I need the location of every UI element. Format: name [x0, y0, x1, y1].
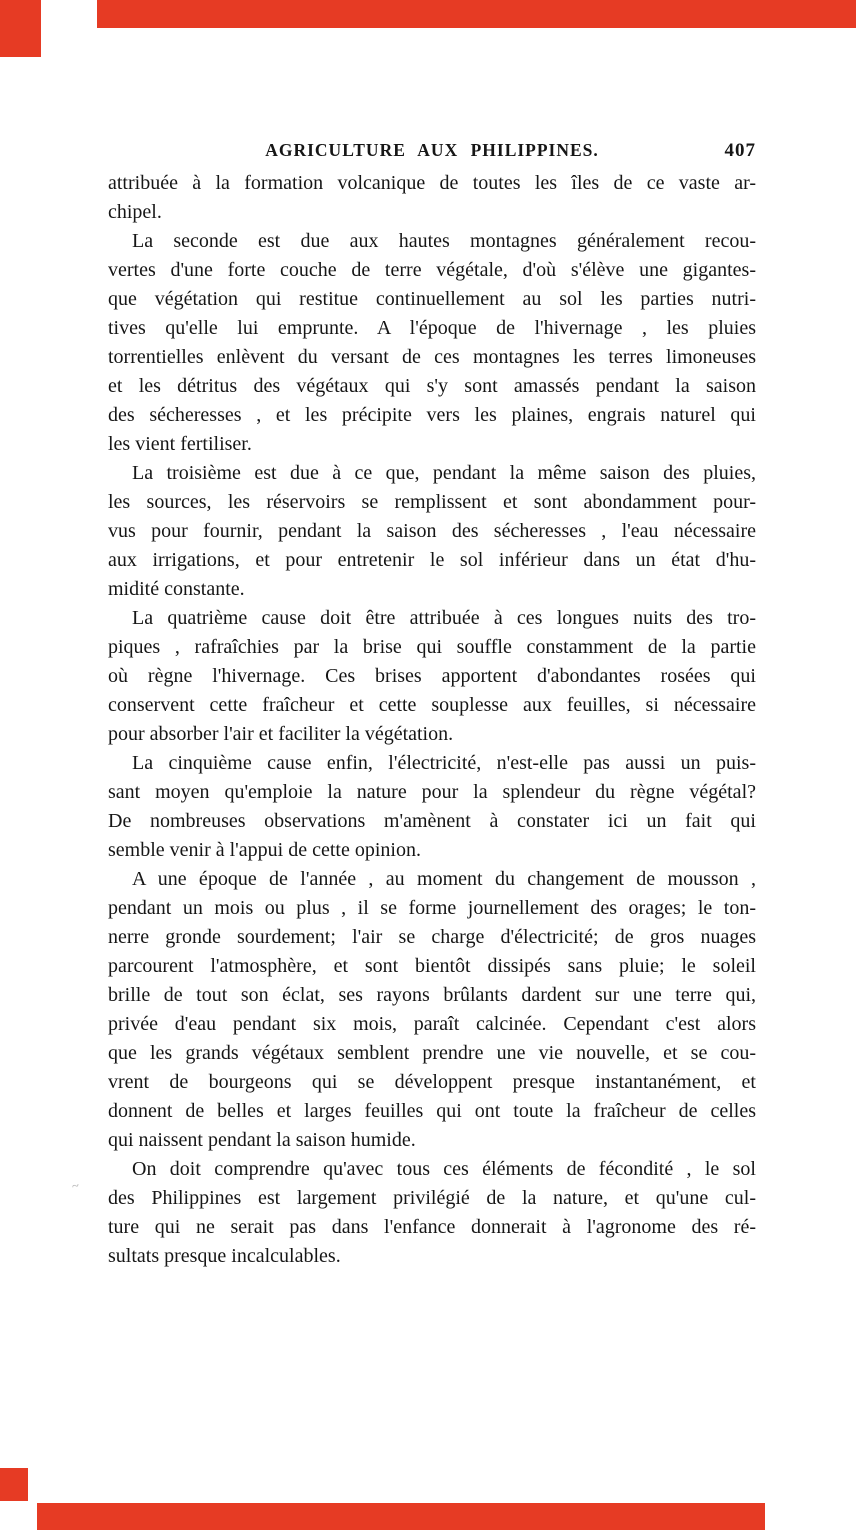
text-line: chipel. [108, 201, 162, 223]
text-line: attribuée à la formation volcanique de toutes les îles de ce vaste ar- [108, 172, 756, 194]
paragraph [108, 1155, 756, 1271]
redaction-bar-top [97, 0, 856, 28]
text-line: aux irrigations, et pour entretenir le sol inférieur dans un état d'hu- [108, 549, 756, 571]
text-line: midité constante. [108, 578, 245, 600]
text-line: des Philippines est largement privilégié de la nature, et qu'une cul- [108, 1187, 756, 1209]
text-line: nerre gronde sourdement; l'air se charge d'électricité; de gros nuages [108, 926, 756, 948]
text-line: les sources, les réservoirs se remplissent et sont abondamment pour- [108, 491, 756, 513]
text-line: piques , rafraîchies par la brise qui souffle constamment de la partie [108, 636, 756, 658]
text-line: La troisième est due à ce que, pendant la même saison des pluies, [132, 462, 756, 484]
text-line: vertes d'une forte couche de terre végétale, d'où s'élève une gigantes- [108, 259, 756, 281]
text-line: ture qui ne serait pas dans l'enfance donnerait à l'agronome des ré- [108, 1216, 756, 1238]
text-line: donnent de belles et larges feuilles qui ont toute la fraîcheur de celles [108, 1100, 756, 1122]
paragraph [108, 169, 756, 227]
text-line: parcourent l'atmosphère, et sont bientôt dissipés sans pluie; le soleil [108, 955, 756, 977]
text-line: brille de tout son éclat, ses rayons brûlants dardent sur une terre qui, [108, 984, 756, 1006]
paragraph [108, 227, 756, 459]
text-line: qui naissent pendant la saison humide. [108, 1129, 416, 1151]
text-line: semble venir à l'appui de cette opinion. [108, 839, 421, 861]
text-line: des sécheresses , et les précipite vers les plaines, engrais naturel qui [108, 404, 756, 426]
header-title: AGRICULTURE AUX PHILIPPINES. [265, 140, 599, 160]
text-line: que les grands végétaux semblent prendre une vie nouvelle, et se cou- [108, 1042, 756, 1064]
text-line: où règne l'hivernage. Ces brises apportent d'abondantes rosées qui [108, 665, 756, 687]
text-line: sant moyen qu'emploie la nature pour la splendeur du règne végétal? [108, 781, 756, 803]
text-line: vus pour fournir, pendant la saison des sécheresses , l'eau nécessaire [108, 520, 756, 542]
scan-speck: ~ [70, 1177, 81, 1194]
text-line: De nombreuses observations m'amènent à constater ici un fait qui [108, 810, 756, 832]
redaction-bar-bottom-left [0, 1468, 28, 1501]
text-line: A une époque de l'année , au moment du changement de mousson , [132, 868, 756, 890]
text-line: tives qu'elle lui emprunte. A l'époque de l'hivernage , les pluies [108, 317, 756, 339]
redaction-bar-top-left [0, 0, 41, 57]
text-line: les vient fertiliser. [108, 433, 252, 455]
redaction-bar-bottom [37, 1503, 765, 1530]
paragraph [108, 865, 756, 1155]
text-line: torrentielles enlèvent du versant de ces montagnes les terres limoneuses [108, 346, 756, 368]
text-line: que végétation qui restitue continuellement au sol les parties nutri- [108, 288, 756, 310]
text-line: sultats presque incalculables. [108, 1245, 341, 1267]
text-line: pour absorber l'air et faciliter la végétation. [108, 723, 454, 745]
text-block [108, 140, 756, 1271]
paragraph [108, 459, 756, 604]
text-line: La seconde est due aux hautes montagnes généralement recou- [132, 230, 756, 252]
text-line: La cinquième cause enfin, l'électricité, n'est-elle pas aussi un puis- [132, 752, 756, 774]
text-line: privée d'eau pendant six mois, paraît calcinée. Cependant c'est alors [108, 1013, 756, 1035]
running-header [108, 140, 756, 166]
text-line: La quatrième cause doit être attribuée à ces longues nuits des tro- [132, 607, 756, 629]
text-line: et les détritus des végétaux qui s'y sont amassés pendant la saison [108, 375, 756, 397]
text-line: conservent cette fraîcheur et cette souplesse aux feuilles, si nécessaire [108, 694, 756, 716]
paragraph [108, 604, 756, 749]
text-line: pendant un mois ou plus , il se forme journellement des orages; le ton- [108, 897, 756, 919]
page-number: 407 [724, 140, 756, 161]
text-line: On doit comprendre qu'avec tous ces éléments de fécondité , le sol [132, 1158, 756, 1180]
text-line: vrent de bourgeons qui se développent presque instantanément, et [108, 1071, 756, 1093]
body-text [108, 169, 756, 1271]
paragraph [108, 749, 756, 865]
